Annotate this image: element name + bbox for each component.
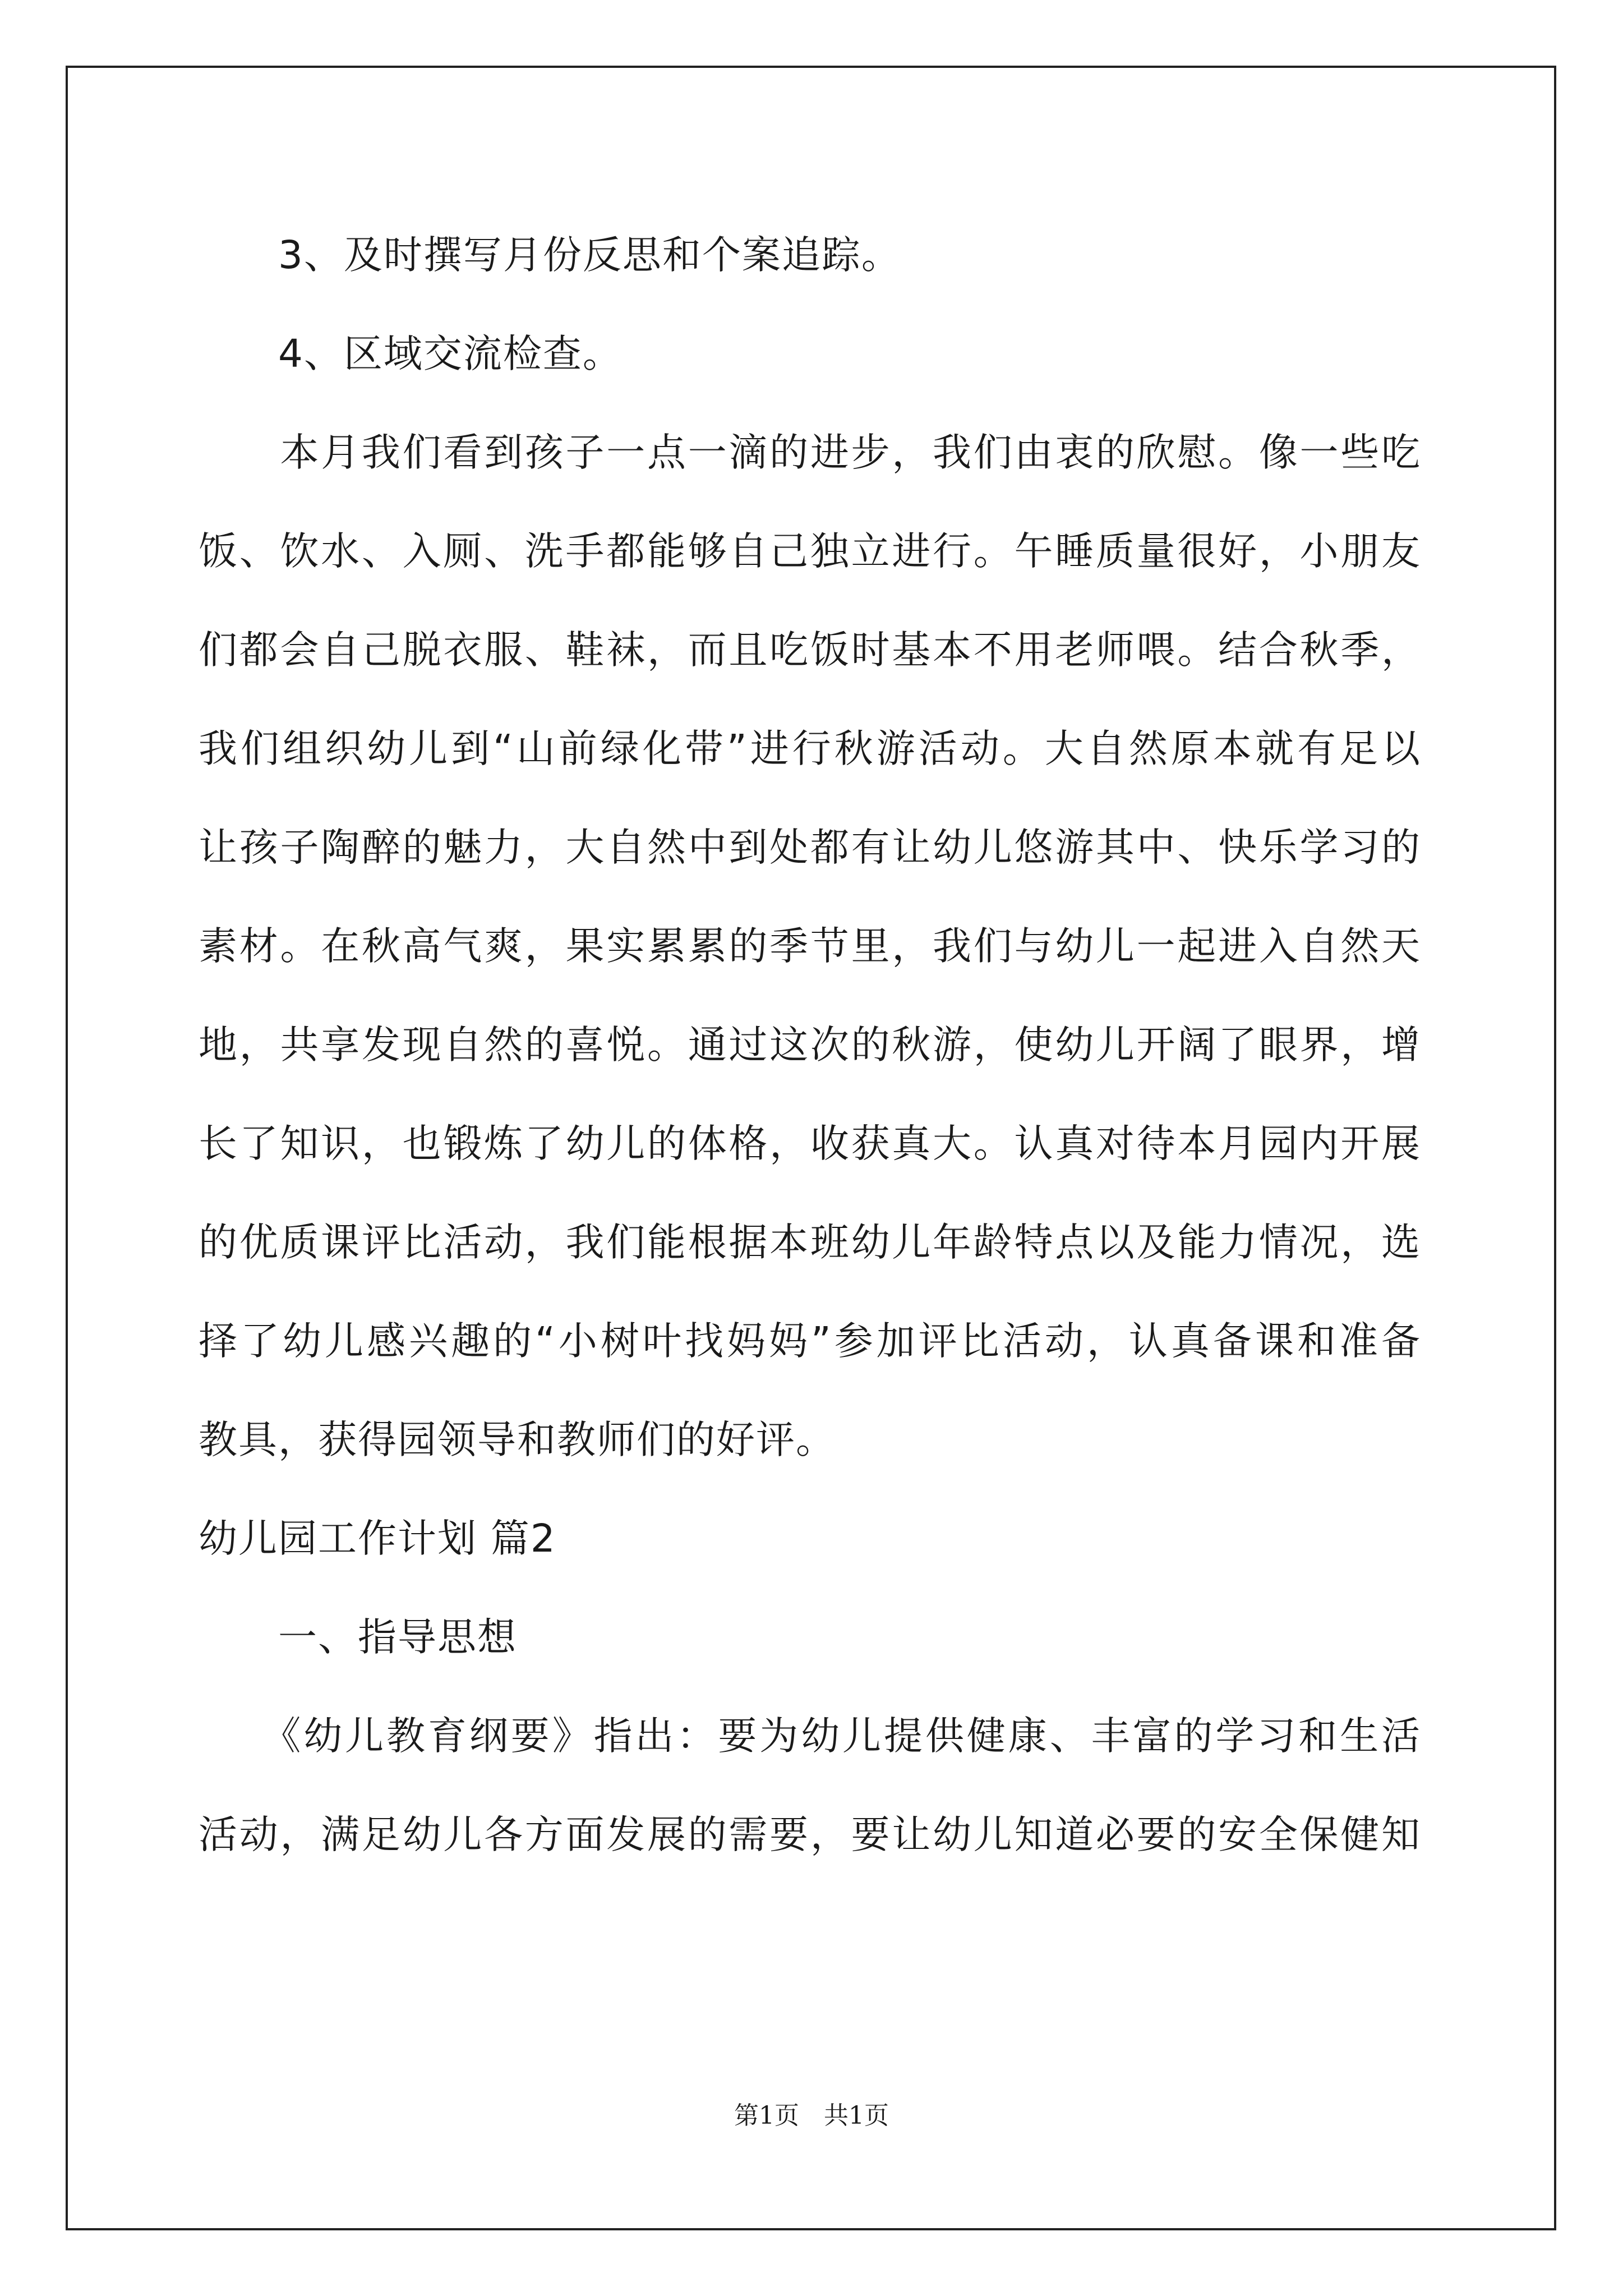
paragraph-line: 的优质课评比活动，我们能根据本班幼儿年龄特点以及能力情况，选 (199, 1220, 1421, 1265)
page-footer: 第1页 共1页 (734, 2101, 889, 2130)
paragraph-line: 长了知识，也锻炼了幼儿的体格，收获真大。认真对待本月园内开展 (199, 1121, 1421, 1166)
paragraph-line: 饭、饮水、入厕、洗手都能够自己独立进行。午睡质量很好，小朋友 (199, 529, 1421, 574)
paragraph-line: 4、区域交流检查。 (199, 332, 623, 376)
section-heading: 幼儿园工作计划 篇2 (199, 1516, 556, 1561)
paragraph-line: 3、及时撰写月份反思和个案追踪。 (199, 233, 901, 278)
paragraph-line: 让孩子陶醉的魅力，大自然中到处都有让幼儿悠游其中、快乐学习的 (199, 825, 1421, 870)
paragraph-line: 活动，满足幼儿各方面发展的需要，要让幼儿知道必要的安全保健知 (199, 1812, 1421, 1857)
paragraph-line: 们都会自己脱衣服、鞋袜，而且吃饭时基本不用老师喂。结合秋季， (199, 628, 1421, 673)
paragraph-line: 地，共享发现自然的喜悦。通过这次的秋游，使幼儿开阔了眼界，增 (199, 1023, 1421, 1068)
paragraph-line: 教具，获得园领导和教师们的好评。 (199, 1418, 836, 1462)
paragraph-line: 素材。在秋高气爽，果实累累的季节里，我们与幼儿一起进入自然天 (199, 924, 1421, 969)
paragraph-line: 我们组织幼儿到“山前绿化带”进行秋游活动。大自然原本就有足以 (199, 726, 1421, 771)
paragraph-line: 《幼儿教育纲要》指出：要为幼儿提供健康、丰富的学习和生活 (199, 1714, 1421, 1759)
subsection-heading: 一、指导思想 (199, 1615, 517, 1660)
paragraph-line: 本月我们看到孩子一点一滴的进步，我们由衷的欣慰。像一些吃 (199, 430, 1421, 475)
paragraph-line: 择了幼儿感兴趣的“小树叶找妈妈”参加评比活动，认真备课和准备 (199, 1319, 1421, 1364)
